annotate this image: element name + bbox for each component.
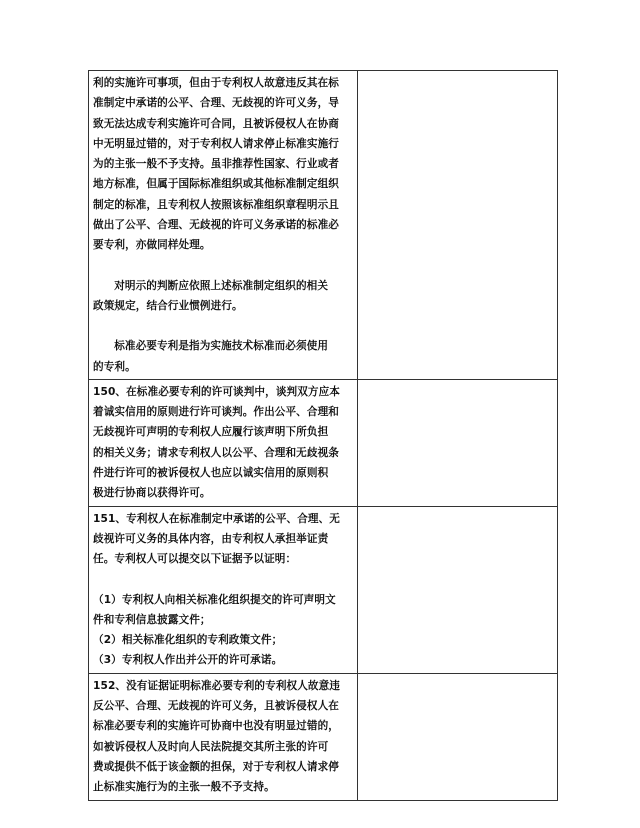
table-cell-left <box>89 673 358 800</box>
paragraph: 利的实施许可事项，但由于专利权人故意违反其在标 准制定中承诺的公平、合理、无歧视的许可义务，导 致无法达成专利实施许可合同，且被诉侵权人在协商 中无明显过错的，对于专利权人请求停止标准实施行 为的主张一般不予支持。虽非推荐性国家、行业或者 地方标准，但属于国际标准组织或其他标准制定组织 制定的标准，且专利权人按照该标准组织章程明示且 做出了公平、合理、无歧视的许可义务承诺的标准必 要专利，亦做同样处理。 <box>93 77 339 252</box>
table-cell-right-empty <box>358 673 558 800</box>
table-row <box>89 673 558 800</box>
paragraph: （1）专利权人向相关标准化组织提交的许可声明文 件和专利信息披露文件； （2）相关标准化组织的专利政策文件； （3）专利权人作出并公开的许可承诺。 <box>93 593 336 667</box>
paragraph: 标准必要专利是指为实施技术标准而必须使用 的专利。 <box>93 340 329 373</box>
table-cell-left <box>89 379 358 506</box>
table-cell-right-empty <box>358 71 558 380</box>
paragraph: 对明示的判断应依照上述标准制定组织的相关 政策规定，结合行业惯例进行。 <box>93 279 329 312</box>
table-row <box>89 71 558 380</box>
table-row <box>89 506 558 673</box>
table-cell-left <box>89 506 358 673</box>
table-cell-left <box>89 71 358 380</box>
table-cell-right-empty <box>358 379 558 506</box>
paragraph: 151、专利权人在标准制定中承诺的公平、合理、无 歧视许可义务的具体内容，由专利权人承担举证责 任。专利权人可以提交以下证据予以证明： <box>93 512 340 566</box>
document-table <box>88 70 558 801</box>
paragraph: 150、在标准必要专利的许可谈判中，谈判双方应本 着诚实信用的原则进行许可谈判。作出公平、合理和 无歧视许可声明的专利权人应履行该声明下所负担 的相关义务；请求专利权人以公平、合理和无歧视条 件进行许可的被诉侵权人也应以诚实信用的原则积 极进行协商以获得许可。 <box>93 385 340 500</box>
paragraph: 152、没有证据证明标准必要专利的专利权人故意违 反公平、合理、无歧视的许可义务，且被诉侵权人在 标准必要专利的实施许可协商中也没有明显过错的， 如被诉侵权人及时向人民法院提交其所主张的许可 费或提供不低于该金额的担保，对于专利权人请求停 止标准实施行为的主张一般不予支持。 <box>93 679 340 794</box>
table-cell-right-empty <box>358 506 558 673</box>
table-row <box>89 379 558 506</box>
